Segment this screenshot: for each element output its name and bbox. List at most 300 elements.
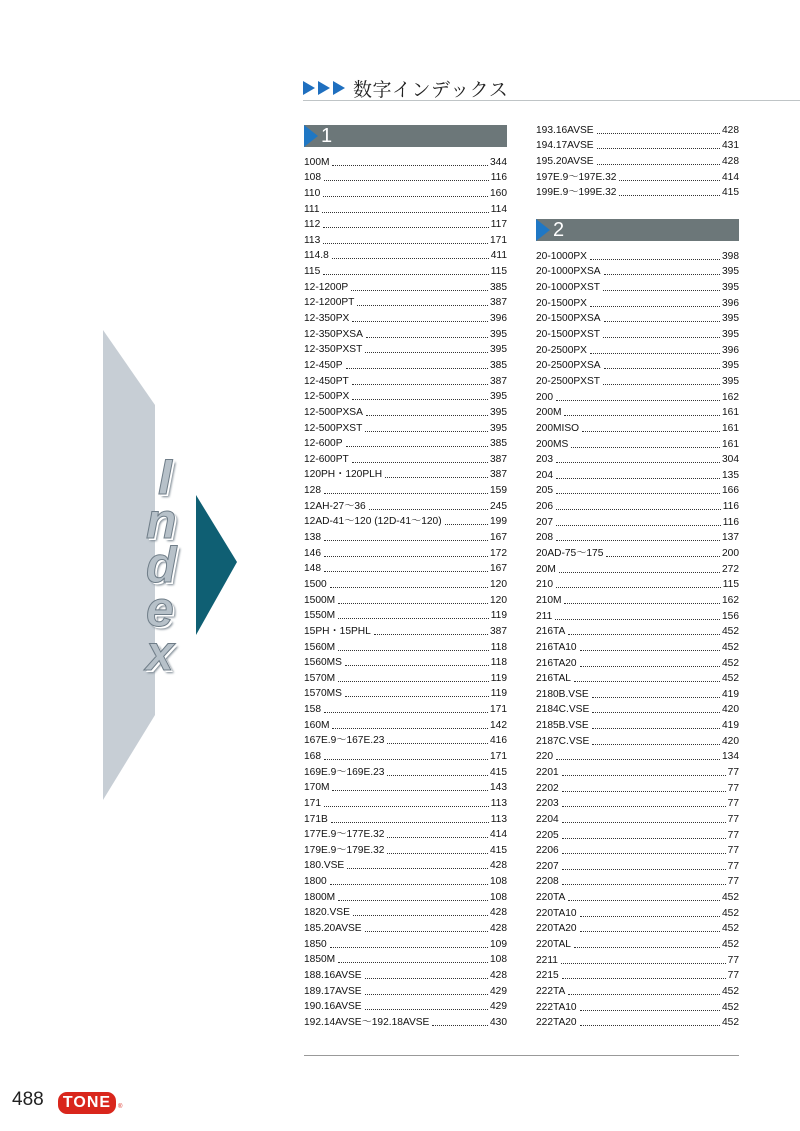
entry-model: 1560MS — [304, 657, 342, 669]
index-entry — [536, 935, 739, 951]
leader-dots — [323, 196, 488, 197]
leader-dots — [580, 1025, 720, 1026]
entry-page: 156 — [722, 610, 739, 622]
entry-page: 415 — [490, 766, 507, 778]
entry-model: 115 — [304, 266, 321, 278]
entry-model: 20-1000PXST — [536, 282, 600, 294]
entry-model: 114.8 — [304, 250, 329, 262]
entry-model: 108 — [304, 172, 321, 184]
entry-page: 77 — [727, 829, 739, 841]
leader-dots — [556, 587, 721, 588]
entry-page: 171 — [490, 234, 507, 246]
index-entry — [304, 935, 507, 951]
leader-dots — [346, 446, 488, 447]
index-entry — [536, 998, 739, 1014]
index-entry — [304, 575, 507, 591]
index-entry — [536, 152, 739, 168]
entry-model: 1850 — [304, 938, 327, 950]
index-entry — [304, 779, 507, 795]
entry-page: 395 — [490, 328, 507, 340]
leader-dots — [324, 180, 489, 181]
leader-dots — [559, 572, 720, 573]
leader-dots — [556, 759, 720, 760]
entry-model: 1500 — [304, 578, 327, 590]
leader-dots — [365, 1009, 488, 1010]
index-entry — [304, 1013, 507, 1029]
leader-dots — [562, 978, 726, 979]
entry-model: 216TA — [536, 626, 566, 638]
leader-dots — [352, 321, 488, 322]
entry-model: 210M — [536, 594, 562, 606]
index-entry — [536, 857, 739, 873]
index-column-right — [536, 121, 739, 1029]
entry-page: 108 — [490, 876, 507, 888]
leader-dots — [445, 524, 488, 525]
index-entry — [304, 325, 507, 341]
section-marker-icon — [304, 125, 318, 147]
entry-model: 1820.VSE — [304, 907, 350, 919]
index-entry — [304, 216, 507, 232]
leader-dots — [597, 133, 720, 134]
leader-dots — [592, 728, 720, 729]
index-entry — [304, 966, 507, 982]
entry-page: 395 — [490, 344, 507, 356]
entry-page: 395 — [722, 313, 739, 325]
index-entry — [536, 654, 739, 670]
leader-dots — [324, 493, 488, 494]
entry-page: 452 — [722, 1001, 739, 1013]
leader-dots — [604, 274, 720, 275]
page-header — [303, 74, 508, 102]
entry-page: 387 — [490, 297, 507, 309]
entry-model: 1570MS — [304, 688, 342, 700]
leader-dots — [564, 415, 720, 416]
index-entry — [304, 247, 507, 263]
entry-model: 222TA20 — [536, 1017, 577, 1029]
entry-model: 2201 — [536, 766, 559, 778]
entry-page: 387 — [490, 453, 507, 465]
entry-page: 414 — [722, 171, 739, 183]
leader-dots — [323, 243, 488, 244]
entry-model: 207 — [536, 516, 553, 528]
entry-page: 428 — [490, 907, 507, 919]
leader-dots — [331, 822, 489, 823]
section-header-1 — [304, 125, 507, 147]
entry-page: 452 — [722, 657, 739, 669]
entry-page: 387 — [490, 375, 507, 387]
entry-page: 134 — [722, 751, 739, 763]
entry-page: 452 — [722, 892, 739, 904]
entry-model: 197E.9～197E.32 — [536, 171, 617, 183]
entry-model: 2205 — [536, 829, 559, 841]
entry-page: 395 — [722, 329, 739, 341]
entry-page: 245 — [490, 500, 507, 512]
index-entry — [304, 466, 507, 482]
index-list-right-continued — [536, 121, 739, 199]
index-entry — [304, 278, 507, 294]
leader-dots — [338, 650, 489, 651]
entry-model: 1570M — [304, 672, 336, 684]
entry-page: 167 — [490, 563, 507, 575]
index-entry — [304, 951, 507, 967]
entry-model: 199E.9～199E.32 — [536, 187, 617, 199]
index-entry — [536, 623, 739, 639]
index-entry — [304, 341, 507, 357]
entry-model: 2180B.VSE — [536, 688, 589, 700]
index-letter-e: e — [146, 581, 174, 637]
index-entry — [536, 513, 739, 529]
index-entry — [536, 341, 739, 357]
leader-dots — [580, 1010, 720, 1011]
leader-dots — [351, 290, 488, 291]
leader-dots — [556, 525, 721, 526]
leader-dots — [562, 838, 726, 839]
leader-dots — [365, 978, 488, 979]
entry-model: 169E.9～169E.23 — [304, 766, 385, 778]
entry-page: 428 — [722, 155, 739, 167]
entry-model: 113 — [304, 234, 321, 246]
entry-page: 452 — [722, 626, 739, 638]
leader-dots — [323, 274, 489, 275]
index-entry — [536, 121, 739, 137]
index-entry — [536, 404, 739, 420]
index-entry — [536, 497, 739, 513]
entry-model: 110 — [304, 187, 321, 199]
entry-model: 2207 — [536, 860, 559, 872]
leader-dots — [603, 384, 720, 385]
entry-page: 420 — [722, 735, 739, 747]
entry-model: 2204 — [536, 813, 559, 825]
leader-dots — [571, 447, 720, 448]
entry-model: 12-600P — [304, 438, 343, 450]
entry-model: 200 — [536, 391, 553, 403]
entry-model: 20-1500PX — [536, 297, 587, 309]
index-entry — [536, 544, 739, 560]
index-entry — [304, 763, 507, 779]
index-entry — [304, 481, 507, 497]
leader-dots — [590, 306, 720, 307]
entry-model: 12-1200P — [304, 281, 349, 293]
entry-page: 419 — [722, 720, 739, 732]
index-entry — [304, 794, 507, 810]
leader-dots — [365, 931, 488, 932]
leader-dots — [366, 415, 488, 416]
index-entry — [536, 482, 739, 498]
index-column-left — [304, 125, 507, 1029]
index-entry — [536, 967, 739, 983]
entry-page: 385 — [490, 438, 507, 450]
entry-page: 135 — [722, 469, 739, 481]
entry-page: 452 — [722, 923, 739, 935]
index-entry — [536, 278, 739, 294]
index-entry — [536, 826, 739, 842]
section-label: 2 — [553, 219, 565, 242]
index-letter-x: x — [146, 625, 174, 681]
index-entry — [536, 560, 739, 576]
leader-dots — [324, 571, 488, 572]
leader-dots — [387, 743, 488, 744]
entry-page: 109 — [490, 938, 507, 950]
entry-page: 77 — [727, 813, 739, 825]
entry-page: 430 — [490, 1016, 507, 1028]
entry-model: 189.17AVSE — [304, 985, 362, 997]
entry-page: 385 — [490, 359, 507, 371]
entry-model: 112 — [304, 219, 321, 231]
header-divider — [303, 100, 800, 101]
index-entry — [536, 310, 739, 326]
index-entry — [304, 513, 507, 529]
leader-dots — [568, 634, 720, 635]
index-entry — [304, 403, 507, 419]
entry-page: 160 — [490, 187, 507, 199]
entry-model: 200MS — [536, 438, 569, 450]
entry-page: 116 — [722, 516, 739, 528]
leader-dots — [352, 384, 488, 385]
index-entry — [304, 294, 507, 310]
entry-page: 114 — [490, 203, 507, 215]
leader-dots — [338, 900, 488, 901]
footer-divider — [304, 1055, 739, 1056]
index-entry — [304, 716, 507, 732]
entry-model: 2211 — [536, 954, 558, 966]
leader-dots — [590, 259, 720, 260]
index-entry — [536, 763, 739, 779]
index-list-right — [536, 247, 739, 1029]
index-entry — [304, 622, 507, 638]
entry-model: 160M — [304, 719, 330, 731]
leader-dots — [324, 556, 488, 557]
entry-page: 395 — [722, 375, 739, 387]
entry-page: 199 — [490, 516, 507, 528]
entry-model: 210 — [536, 579, 553, 591]
leader-dots — [562, 806, 726, 807]
entry-model: 20-2500PXST — [536, 375, 600, 387]
index-entry — [536, 137, 739, 153]
leader-dots — [555, 619, 720, 620]
entry-model: 190.16AVSE — [304, 1001, 362, 1013]
entry-model: 12-500PX — [304, 391, 350, 403]
entry-page: 387 — [490, 625, 507, 637]
tone-logo: TONE — [58, 1092, 116, 1114]
entry-page: 118 — [490, 641, 507, 653]
entry-model: 12-350PXSA — [304, 328, 363, 340]
leader-dots — [568, 994, 720, 995]
entry-model: 2215 — [536, 970, 559, 982]
entry-model: 120PH・120PLH — [304, 469, 383, 481]
entry-page: 395 — [490, 406, 507, 418]
entry-model: 194.17AVSE — [536, 140, 594, 152]
index-entry — [536, 388, 739, 404]
leader-dots — [353, 915, 488, 916]
leader-dots — [562, 775, 726, 776]
leader-dots — [590, 353, 720, 354]
leader-dots — [597, 164, 720, 165]
leader-dots — [366, 337, 488, 338]
entry-model: 12-350PX — [304, 313, 350, 325]
leader-dots — [562, 853, 726, 854]
index-entry — [536, 168, 739, 184]
entry-model: 20-1000PX — [536, 250, 587, 262]
leader-dots — [330, 947, 488, 948]
entry-model: 20-1500PXSA — [536, 313, 601, 325]
index-entry — [536, 1014, 739, 1030]
index-entry — [304, 169, 507, 185]
index-entry — [536, 795, 739, 811]
index-entry — [536, 247, 739, 263]
entry-page: 119 — [490, 688, 507, 700]
entry-page: 143 — [490, 782, 507, 794]
entry-model: 12-450P — [304, 359, 343, 371]
index-entry — [304, 888, 507, 904]
entry-model: 170M — [304, 782, 330, 794]
entry-model: 12-600PT — [304, 453, 349, 465]
leader-dots — [324, 759, 488, 760]
leader-dots — [332, 258, 489, 259]
entry-page: 161 — [722, 422, 739, 434]
leader-dots — [345, 665, 489, 666]
leader-dots — [338, 681, 489, 682]
entry-page: 304 — [722, 454, 739, 466]
leader-dots — [562, 791, 726, 792]
leader-dots — [346, 368, 488, 369]
entry-model: 2203 — [536, 798, 559, 810]
index-entry — [304, 435, 507, 451]
entry-model: 20AD-75～175 — [536, 548, 604, 560]
entry-page: 272 — [722, 563, 739, 575]
index-entry — [536, 670, 739, 686]
leader-dots — [432, 1025, 488, 1026]
leader-dots — [580, 916, 720, 917]
entry-page: 416 — [490, 735, 507, 747]
index-entry — [304, 700, 507, 716]
index-entry — [536, 951, 739, 967]
entry-page: 166 — [722, 485, 739, 497]
entry-model: 20M — [536, 563, 556, 575]
leader-dots — [556, 540, 720, 541]
entry-model: 2206 — [536, 845, 559, 857]
entry-model: 180.VSE — [304, 860, 345, 872]
leader-dots — [385, 477, 488, 478]
index-entry — [536, 716, 739, 732]
index-entry — [304, 638, 507, 654]
entry-page: 159 — [490, 485, 507, 497]
leader-dots — [332, 728, 488, 729]
index-entry — [536, 982, 739, 998]
leader-dots — [387, 837, 488, 838]
page-title: 数字インデックス — [353, 78, 509, 101]
entry-page: 115 — [722, 579, 739, 591]
index-entry — [304, 372, 507, 388]
entry-model: 2184C.VSE — [536, 704, 590, 716]
entry-model: 200MISO — [536, 422, 580, 434]
entry-page: 172 — [490, 547, 507, 559]
entry-model: 15PH・15PHL — [304, 625, 371, 637]
entry-model: 12AD-41～120 (12D-41～120) — [304, 516, 442, 528]
entry-page: 396 — [722, 297, 739, 309]
entry-model: 179E.9～179E.32 — [304, 844, 385, 856]
entry-model: 20-2500PXSA — [536, 360, 601, 372]
leader-dots — [330, 884, 488, 885]
entry-model: 211 — [536, 610, 553, 622]
index-entry — [536, 294, 739, 310]
index-entry — [536, 701, 739, 717]
leader-dots — [604, 321, 720, 322]
entry-page: 119 — [490, 672, 507, 684]
entry-model: 146 — [304, 547, 321, 559]
leader-dots — [561, 963, 726, 964]
leader-dots — [387, 775, 488, 776]
entry-page: 411 — [490, 250, 507, 262]
entry-model: 200M — [536, 407, 562, 419]
leader-dots — [324, 806, 489, 807]
entry-page: 396 — [722, 344, 739, 356]
entry-page: 395 — [722, 266, 739, 278]
entry-page: 415 — [490, 844, 507, 856]
index-entry — [536, 779, 739, 795]
entry-model: 1550M — [304, 610, 336, 622]
entry-page: 452 — [722, 1017, 739, 1029]
leader-dots — [352, 399, 488, 400]
index-entry — [536, 576, 739, 592]
leader-dots — [387, 853, 488, 854]
index-letter-d: d — [146, 537, 177, 593]
entry-page: 162 — [722, 391, 739, 403]
entry-model: 20-1500PXST — [536, 329, 600, 341]
entry-page: 77 — [727, 845, 739, 857]
index-entry — [304, 685, 507, 701]
leader-dots — [604, 368, 720, 369]
registered-mark: ® — [118, 1104, 123, 1110]
leader-dots — [365, 431, 488, 432]
entry-model: 1800M — [304, 891, 336, 903]
index-entry — [536, 732, 739, 748]
entry-model: 208 — [536, 532, 553, 544]
index-entry — [304, 231, 507, 247]
entry-model: 204 — [536, 469, 553, 481]
index-decoration — [100, 330, 240, 800]
leader-dots — [556, 400, 720, 401]
entry-page: 77 — [727, 860, 739, 872]
entry-model: 188.16AVSE — [304, 969, 362, 981]
leader-dots — [338, 962, 488, 963]
entry-page: 452 — [722, 673, 739, 685]
entry-page: 419 — [722, 688, 739, 700]
leader-dots — [580, 931, 720, 932]
index-entry — [536, 435, 739, 451]
leader-dots — [592, 712, 720, 713]
entry-model: 1800 — [304, 876, 327, 888]
leader-dots — [556, 493, 720, 494]
index-entry — [304, 826, 507, 842]
index-entry — [536, 842, 739, 858]
index-entry — [304, 560, 507, 576]
entry-model: 12AH-27～36 — [304, 500, 366, 512]
entry-model: 193.16AVSE — [536, 124, 594, 136]
index-entry — [304, 309, 507, 325]
leader-dots — [574, 947, 720, 948]
leader-dots — [592, 744, 720, 745]
entry-model: 2185B.VSE — [536, 720, 589, 732]
entry-page: 161 — [722, 438, 739, 450]
entry-model: 177E.9～177E.32 — [304, 829, 385, 841]
entry-page: 77 — [727, 954, 739, 966]
entry-model: 1560M — [304, 641, 336, 653]
leader-dots — [597, 148, 720, 149]
leader-dots — [619, 195, 720, 196]
index-entry — [304, 857, 507, 873]
leader-dots — [369, 509, 488, 510]
entry-model: 138 — [304, 532, 321, 544]
